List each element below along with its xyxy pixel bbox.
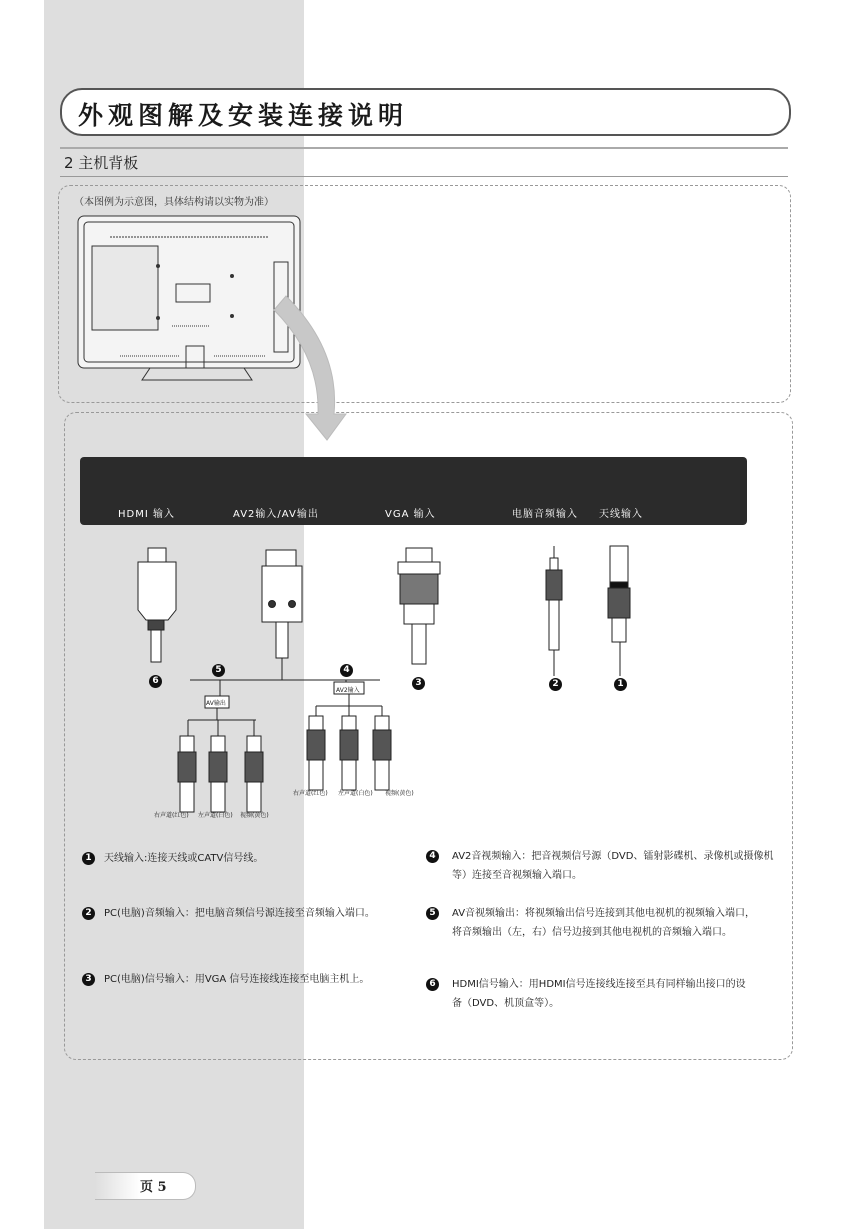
desc-6-number: 6: [426, 978, 439, 991]
label-out-left: 左声道(白色): [198, 812, 233, 819]
desc-2-text: PC(电脑)音频输入：把电脑音频信号源连接至音频输入端口。: [104, 908, 375, 919]
desc-5-text: AV音视频输出：将视频输出信号连接到其他电视机的视频输入端口，将音频输出（左，右）信号边接到其他电视机的音频输入端口。: [452, 908, 756, 938]
label-in-video: 视频(黄色): [385, 790, 414, 797]
marker-5: 5: [212, 664, 225, 677]
port-label-vga: VGA 输入: [385, 509, 436, 520]
port-label-av: AV2输入/AV输出: [233, 509, 319, 520]
desc-1-number: 1: [82, 852, 95, 865]
antenna-cable: [608, 546, 630, 676]
label-in-right: 右声道(红色): [293, 790, 328, 797]
marker-3: 3: [412, 677, 425, 690]
vga-cable: [398, 548, 440, 664]
label-out-video: 视频(黄色): [240, 812, 269, 819]
desc-5-number: 5: [426, 907, 439, 920]
desc-6-text: HDMI信号输入：用HDMI信号连接线连接至具有同样输出接口的设备（DVD、机顶盒等）。: [452, 979, 746, 1009]
rca-plugs-out: [178, 736, 263, 812]
av-cable: [188, 550, 382, 736]
port-label-hdmi: HDMI 输入: [118, 509, 175, 520]
port-label-antenna: 天线输入: [599, 509, 643, 520]
label-av2-in: AV2输入: [336, 687, 360, 694]
section-title: 2 主机背板: [64, 154, 139, 172]
marker-2: 2: [549, 678, 562, 691]
port-label-pc-audio: 电脑音频输入: [512, 509, 578, 520]
desc-4-text: AV2音视频输入：把音视频信号源（DVD、镭射影碟机、录像机或摄像机等）连接至音视频输入端口。: [452, 851, 774, 881]
desc-3-number: 3: [82, 973, 95, 986]
marker-1: 1: [614, 678, 627, 691]
audio-cable: [546, 546, 562, 676]
rca-plugs-in: [307, 716, 391, 790]
marker-4: 4: [340, 664, 353, 677]
tv-rear-illustration: [78, 216, 300, 380]
page-title: 外观图解及安装连接说明: [78, 101, 409, 130]
desc-1-text: 天线输入:连接天线或CATV信号线。: [104, 853, 264, 864]
marker-6: 6: [149, 675, 162, 688]
desc-3-text: PC(电脑)信号输入：用VGA 信号连接线连接至电脑主机上。: [104, 974, 370, 985]
label-av-out: AV输出: [206, 700, 226, 707]
desc-2-number: 2: [82, 907, 95, 920]
hdmi-cable: [138, 548, 176, 662]
illustration-note: （本图例为示意图，具体结构请以实物为准）: [74, 197, 274, 208]
label-out-right: 右声道(红色): [154, 812, 189, 819]
label-in-left: 左声道(白色): [338, 790, 373, 797]
desc-4-number: 4: [426, 850, 439, 863]
page-number: 页 5: [140, 1180, 167, 1195]
